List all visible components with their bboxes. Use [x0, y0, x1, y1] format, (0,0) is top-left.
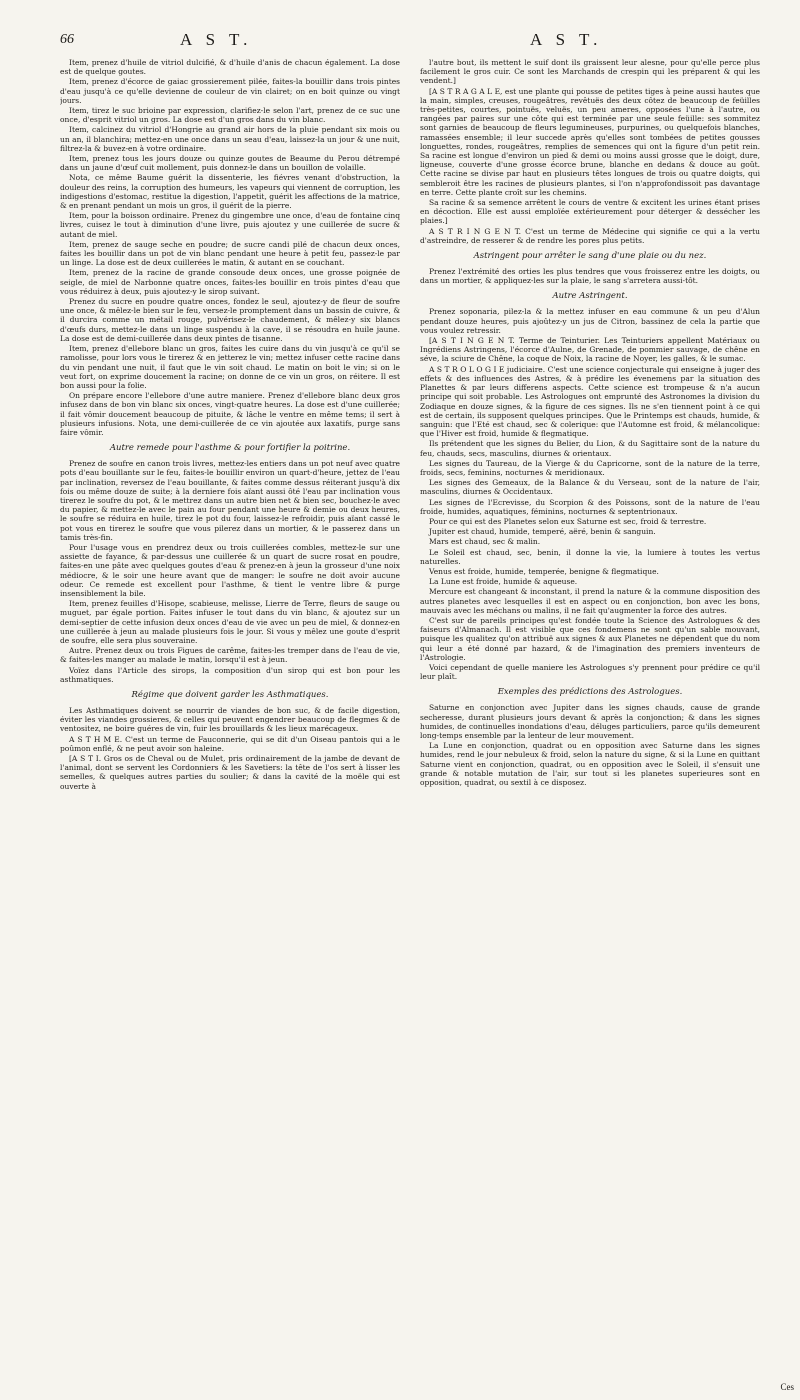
- section-heading: Régime que doivent garder les Asthmatiques.: [131, 690, 329, 700]
- paragraph: La Lune est froide, humide & aqueuse.: [429, 577, 578, 587]
- paragraph: Autre. Prenez deux ou trois Figues de carême, faites-les tremper dans de l'eau de vie, & faites-les manger au malade le matin, lorsqu'il est à jeun.: [60, 646, 400, 665]
- paragraph: Pour l'usage vous en prendrez deux ou trois cuillerées combles, mettez-le sur une assiette de fayance, & par-dessus une cuillerée & un quart de sucre rosat en poudre, faites-en une pâte avec quelques goutes d'eau & prenez-en à jeun la grosseur d'une noix médiocre, & le soir une heure avant que de manger: le soufre ne doit avoir aucune odeur. Ce remede est excellent pour l'asthme, & tient le ventre libre & purge insensiblement la bile.: [60, 542, 400, 598]
- paragraph: Item, tirez le suc brioine par expression, clarifiez-le selon l'art, prenez de ce suc une once, d'esprit vitriol un gros. La dose est d'un gros dans du vin blanc.: [60, 106, 400, 125]
- page-header: [60, 30, 745, 54]
- paragraph: Les Asthmatiques doivent se nourrir de viandes de bon suc, & de facile digestion, éviter les viandes grossieres, & celles qui peuvent engendrer beaucoup de flegmes & de ventositez, ne boire guéres de vin, fuir les brouillards & les lieux marécageux.: [60, 706, 400, 734]
- paragraph: Les signes des Gemeaux, de la Balance & du Verseau, sont de la nature de l'air, masculins, diurnes & Occidentaux.: [420, 478, 760, 497]
- section-heading: Autre Astringent.: [552, 291, 628, 302]
- running-head-right: A S T.: [530, 30, 603, 49]
- paragraph: Mercure est changeant & inconstant, il prend la nature & la commune disposition des autres planetes avec lesquelles il est en aspect ou en conjonction, bon avec les bons, mauvais avec les méchans ou malins, il ne fait qu'augmenter la force des autres.: [420, 587, 760, 615]
- paragraph: [A S T I. Gros os de Cheval ou de Mulet, pris ordinairement de la jambe de devant de l'animal, dont se servent les Cordonniers & les Savetiers: la tête de l'os sert à lisser les semelles, & quelques autres parties du soulier; & dans la cavité de la moële qui est ouverte à: [60, 754, 400, 791]
- paragraph: Le Soleil est chaud, sec, benin, il donne la vie, la lumiere à toutes les vertus naturelles.: [420, 547, 760, 566]
- paragraph: A S T H M E. C'est un terme de Fauconnerie, qui se dit d'un Oiseau pantois qui a le poûmon enflé, & ne peut avoir son haleine.: [60, 734, 400, 753]
- paragraph: Item, prenez d'ellebore blanc un gros, faites les cuire dans du vin jusqu'à ce qu'il se ramolisse, pour lors vous le tirerez & en jetterez le vin; mettez infuser cette racine dans du vin pendant une nuit, il faut que le vin soit chaud. Le matin on boit le vin; si on le veut fort, on exprime doucement la racine; on donne de ce vin un gros, on réitere. Il est bon aussi pour la folie.: [60, 344, 400, 390]
- paragraph: Mars est chaud, sec & malin.: [429, 537, 541, 547]
- paragraph: Venus est froide, humide, temperée, benigne & flegmatique.: [429, 566, 659, 576]
- paragraph: Les signes du Taureau, de la Vierge & du Capricorne, sont de la nature de la terre, froids, secs, feminins, nocturnes & meridionaux.: [420, 458, 760, 477]
- section-heading: Exemples des prédictions des Astrologues.: [497, 687, 683, 698]
- paragraph: C'est sur de pareils principes qu'est fondée toute la Science des Astrologues & des faiseurs d'Almanach. Il est visible que ces fondemens ne sont qu'un sable mouvant, puisque les qualitez qu'on attribuë aux signes & aux Planetes ne dépendent que du nom qui leur a été donné par hazard, & de l'imagination des premiers inventeurs de l'Astrologie.: [420, 615, 760, 662]
- paragraph: Pour ce qui est des Planetes selon eux Saturne est sec, froid & terrestre.: [429, 516, 707, 526]
- paragraph: Item, prenez tous les jours douze ou quinze goutes de Beaume du Perou détrempé dans un jaune d'œuf cuit mollement, puis donnez-le dans un bouillon de volaille.: [60, 154, 400, 173]
- section-heading: Astringent pour arrêter le sang d'une plaie ou du nez.: [473, 251, 707, 262]
- paragraph: [A S T R A G A L E, est une plante qui pousse de petites tiges à peine aussi hautes que la main, simples, creuses, rougeâtres, revêtuës des deux côtez de beaucoup de feüilles très-petites, courtes, pointuës, veluës, un peu ameres, opposées l'une à l'autre, ou rangées par paires sur une côte qui est terminée par une seule feüille: ses sommitez sont garnies de beaucoup de fleurs legumineuses, purpurines, ou quelquefois blanches, ramassées ensemble; il leur succede après qu'elles sont tombées de petites gousses longuettes, rondes, rougeâtres, remplies de semences qui ont la figure d'un petit rein. Sa racine est longue d'environ un pied & demi ou moins aussi grosse que le doigt, dure, ligneuse, couverte d'une grosse écorce brune, blanche en dedans & douce au goût. Cette racine se divise par haut en plusieurs têtes longues de trois ou quatre doigts, qui sembleroit être les racines de plusieurs plantes, si l'on n'approfondissoit pas davantage en terre. Cette plante croît sur les chemins.: [420, 86, 760, 197]
- paragraph: On prépare encore l'ellebore d'une autre maniere. Prenez d'ellebore blanc deux gros infusez dans de bon vin blanc six onces, vingt-quatre heures. La dose est d'une cuillerée; il fait vômir doucement beaucoup de pituite, & lâche le ventre en même tems; il sert à plusieurs infusions. Nota, une demi-cuillerée de ce vin ajoutée aux laxatifs, purge sans faire vômir.: [60, 391, 400, 437]
- left-column: [60, 58, 400, 1388]
- paragraph: Item, prenez de la racine de grande consoude deux onces, une grosse poignée de seigle, de miel de Narbonne quatre onces, faites-les bouillir en trois pintes d'eau que vous réduirez à deux, puis ajoutez-y le sirop suivant.: [60, 268, 400, 296]
- paragraph: Item, prenez d'écorce de gaiac grossierement pilée, faites-la bouillir dans trois pintes d'eau jusqu'à ce qu'elle devienne de couleur de vin clairet; on en boit quinze ou vingt jours.: [60, 77, 400, 105]
- text-columns: [60, 58, 760, 1388]
- paragraph: Prenez l'extrémité des orties les plus tendres que vous froisserez entre les doigts, ou dans un mortier, & appliquez-les sur la plaie, le sang s'arretera aussi-tôt.: [420, 267, 760, 286]
- catchword: Ces: [780, 1382, 794, 1392]
- paragraph: La Lune en conjonction, quadrat ou en opposition avec Saturne dans les signes humides, rend le jour nebuleux & froid, selon la nature du signe, & si la Lune en quittant Saturne vient en conjonction, quadrat, ou en opposition avec le Soleil, il s'ensuit une grande & notable mutation de l'air, sur tout si les planetes superieures sont en opposition, quadrat, ou sextil à ce disposez.: [420, 741, 760, 788]
- paragraph: Jupiter est chaud, humide, temperé, aëré, benin & sanguin.: [429, 527, 656, 537]
- paragraph: l'autre bout, ils mettent le suif dont ils graissent leur alesne, pour qu'elle perce plus facilement le gros cuir. Ce sont les Marchands de crespin qui les préparent & qui les vendent.]: [420, 58, 760, 86]
- paragraph: Saturne en conjonction avec Jupiter dans les signes chauds, cause de grande secheresse, durant plusieurs jours devant & après la conjonction; & dans les signes humides, de continuelles inondations d'eau, déluges particuliers, parce qu'ils demeurent long-temps ensemble par la lenteur de leur mouvement.: [420, 703, 760, 740]
- running-head-left: A S T.: [180, 30, 253, 49]
- page-number: 66: [60, 32, 74, 47]
- paragraph: Item, calcinez du vitriol d'Hongrie au grand air hors de la pluie pendant six mois ou un an, il blanchira; mettez-en une once dans un seau d'eau, laissez-la un jour & une nuit, filtrez-la & buvez-en à votre ordinaire.: [60, 125, 400, 153]
- paragraph: Prenez soponaria, pilez-la & la mettez infuser en eau commune & un peu d'Alun pendant douze heures, puis ajoûtez-y un jus de Citron, bassinez de cela la partie que vous voulez retressir.: [420, 307, 760, 335]
- paragraph: Prenez de soufre en canon trois livres, mettez-les entiers dans un pot neuf avec quatre pots d'eau bouillante sur le feu, faites-le bouillir environ un quart-d'heure, jettez de l'eau par inclination, reversez de l'eau bouillante, & faites comme dessus réiterant jusqu'à dix fois ou même douze de suite; à la derniere fois aïant aussi ôté l'eau par inclination vous tirerez le soufre du pot, & le mettrez dans un autre bien net & bien sec, bouchez-le avec du papier, & mettez-le avec le pain au four pendant une heure & demie ou deux heures, le soufre se réduira en huile, tirez le pot du four, laissez-le refroidir, puis aïant cassé le pot vous en tirerez le soufre que vous pilerez dans un mortier, & le passerez dans un tamis très-fin.: [60, 459, 400, 542]
- paragraph: Ils prétendent que les signes du Belier, du Lion, & du Sagittaire sont de la nature du feu, chauds, secs, masculins, diurnes & orientaux.: [420, 439, 760, 458]
- section-heading: Autre remede pour l'asthme & pour fortifier la poitrine.: [109, 443, 351, 454]
- paragraph: Item, prenez d'huile de vitriol dulcifié, & d'huile d'anis de chacun également. La dose est de quelque goutes.: [60, 58, 400, 77]
- paragraph: Prenez du sucre en poudre quatre onces, fondez le seul, ajoutez-y de fleur de soufre une once, & mêlez-le bien sur le feu, versez-le promptement dans un bassin de cuivre, & il durcira comme un métail rouge, pulvérisez-le chaudement, & mêlez-y six blancs d'œufs durs, mettez-le dans un linge suspendu à la cave, il se résoudra en huile jaune. La dose est de demi-cuillerée dans deux pintes de tisanne.: [60, 297, 400, 343]
- paragraph: Sa racine & sa semence arrêtent le cours de ventre & excitent les urines étant prises en décoction. Elle est aussi emploïée extérieurement pour déterger & dessécher les plaies.]: [420, 198, 760, 226]
- paragraph: Item, prenez feuilles d'Hisope, scabieuse, melisse, Lierre de Terre, fleurs de sauge ou muguet, par égale portion. Faites infuser le tout dans du vin blanc, & ajoutez sur un demi-septier de cette infusion deux onces d'eau de vie avec un peu de miel, & donnez-en une cuillerée à jeun au malade plusieurs fois le jour. Si vous y mêlez une goute d'esprit de soufre, elle sera plus souveraine.: [60, 599, 400, 645]
- right-column: [420, 58, 760, 1388]
- paragraph: Item, prenez de sauge seche en poudre; de sucre candi pilé de chacun deux onces, faites les bouillir dans un pot de vin blanc pendant une heure à petit feu, passez-le par un linge. La dose est de deux cuillerées le matin, & autant en se couchant.: [60, 239, 400, 268]
- paragraph: A S T R O L O G I E judiciaire. C'est une science conjecturale qui enseigne à juger des effets & des influences des Astres, & à prédire les évenemens par la situation des Planettes & par leurs differens aspects. Cette science est trompeuse & n'a aucun principe qui soit probable. Les Astrologues ont emprunté des Astronomes la division du Zodiaque en douze signes, & la figure de ces signes. Ils ne s'en tiennent point à ce qui est de certain, ils supposent quelques principes. Que le Printemps est chauds, humide, & sanguin: que l'Eté est chaud, sec & colerique: que l'Automne est froid, & mélancolique: que l'Hiver est froid, humide & flegmatique.: [420, 364, 760, 439]
- paragraph: [A S T I N G E N T. Terme de Teinturier. Les Teinturiers appellent Matériaux ou Ingrédiens Astringens, l'écorce d'Aulne, de Grenade, de pommier sauvage, de chêne en séve, la sciure de Chêne, la coque de Noix, la racine de Noyer, les galles, & le sumac.: [420, 336, 760, 364]
- paragraph: Les signes de l'Ecrevisse, du Scorpion & des Poissons, sont de la nature de l'eau froide, humides, aquatiques, féminins, nocturnes & septentrionaux.: [420, 497, 760, 516]
- paragraph: Voici cependant de quelle maniere les Astrologues s'y prennent pour prédire ce qu'il leur plaît.: [420, 662, 760, 682]
- paragraph: Voïez dans l'Article des sirops, la composition d'un sirop qui est bon pour les asthmatiques.: [60, 665, 400, 684]
- paragraph: Nota, ce même Baume guérit la dissenterie, les fiévres venant d'obstruction, la douleur des reins, la corruption des humeurs, les vapeurs qui viennent de corruption, les indigestions d'estomac, restitue la digestion, l'appetit, guérit les affections de la matrice, & en prenant pendant un mois un gros, il guérit de la pierre.: [60, 173, 400, 211]
- paragraph: Item, pour la boisson ordinaire. Prenez du gingembre une once, d'eau de fontaine cinq livres, cuisez le tout à diminution d'une livre, puis ajoutez y une cuillerée de sucre & autant de miel.: [60, 211, 400, 239]
- paragraph: A S T R I N G E N T. C'est un terme de Médecine qui signifie ce qui a la vertu d'astreindre, de resserer & de rendre les pores plus petits.: [420, 226, 760, 245]
